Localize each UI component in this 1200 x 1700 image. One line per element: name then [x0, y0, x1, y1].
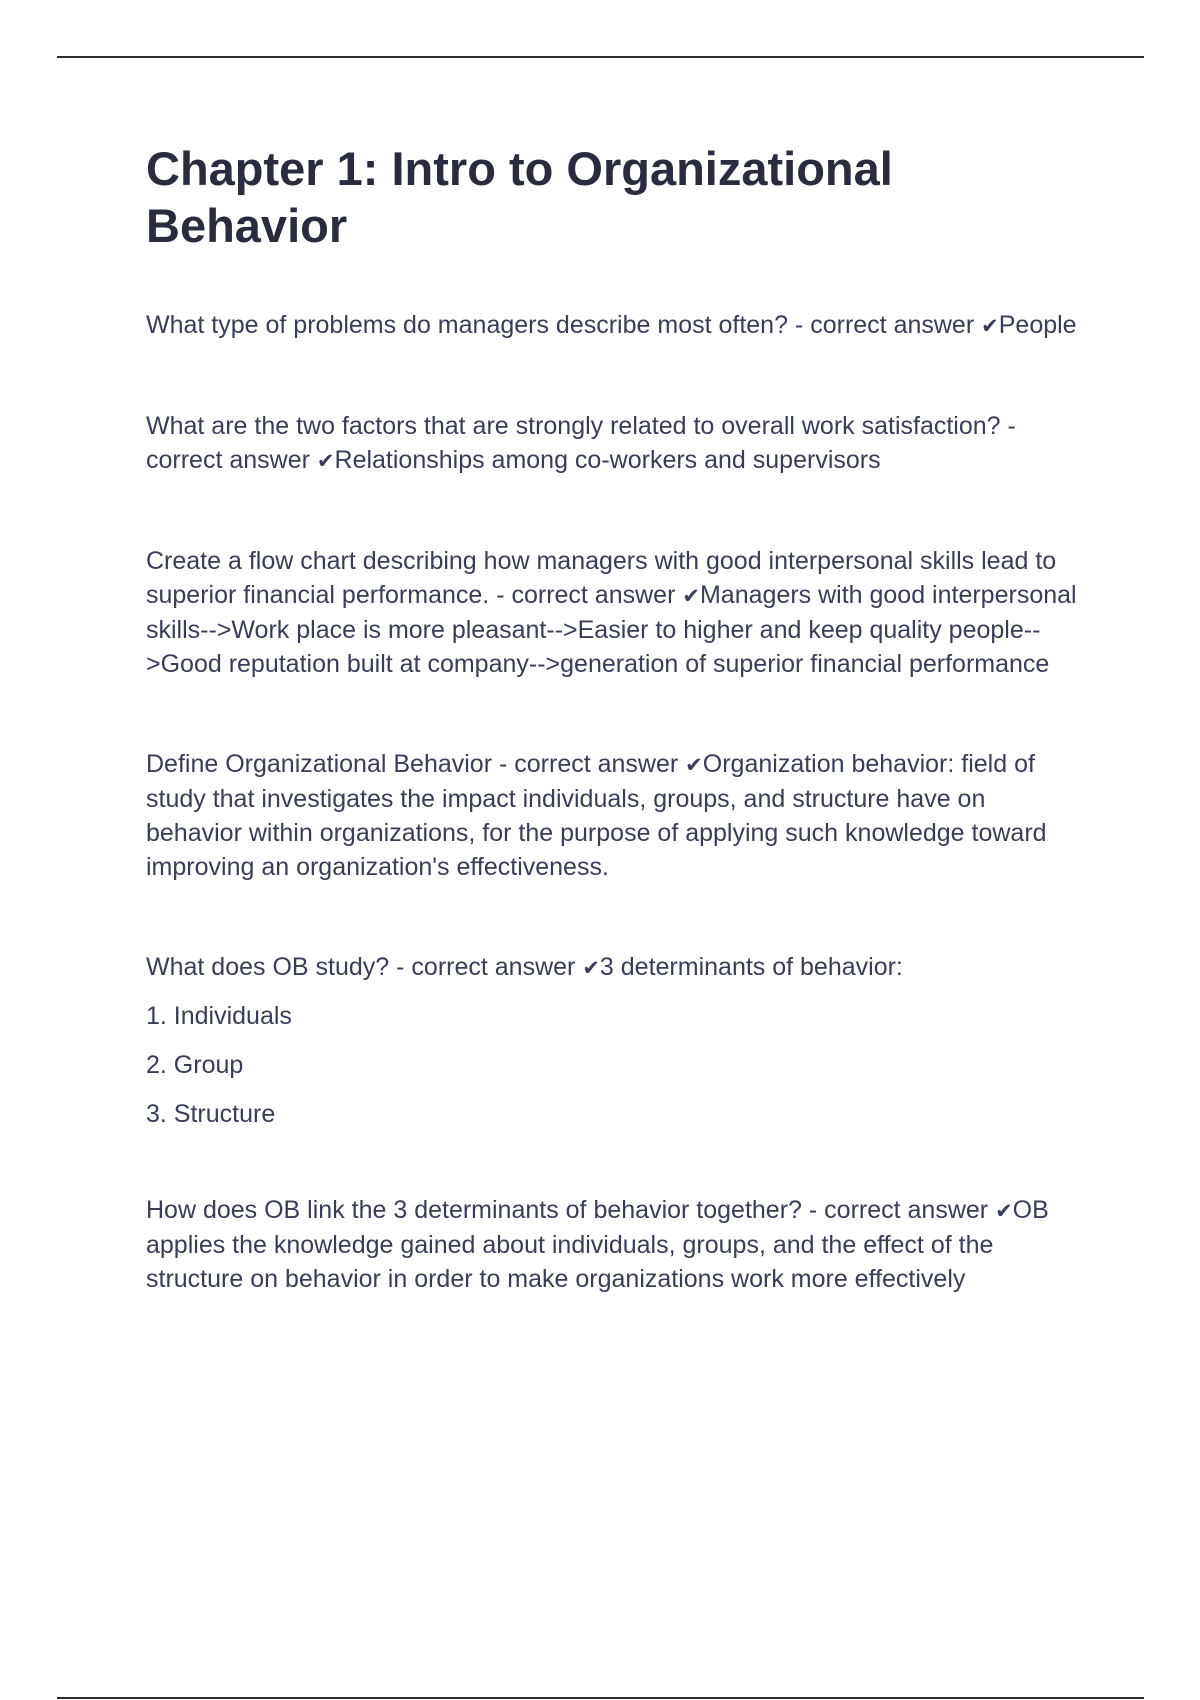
qa-item-4 — [146, 747, 1086, 884]
question-text: Define Organizational Behavior — [146, 750, 493, 778]
question-text: What does OB study? — [146, 953, 390, 981]
answer-text: Managers with good interpersonal skills-->Work place is more pleasant-->Easier to higher and keep quality people-->Good reputation built at company-->generation of superior financial performance — [146, 581, 1077, 678]
checkmark-icon: ✔ — [316, 449, 335, 473]
answer-marker: - correct answer — [499, 750, 679, 778]
checkmark-icon: ✔ — [995, 1199, 1013, 1223]
checkmark-icon: ✔ — [981, 314, 999, 338]
bottom-rule — [57, 1697, 1144, 1699]
question-text: Create a flow chart describing how managers with good interpersonal skills lead to superior financial performance. — [146, 547, 1057, 609]
qa-item-2 — [146, 409, 1086, 478]
page-title: Chapter 1: Intro to Organizational Behavior — [146, 142, 893, 252]
determinants-list — [146, 999, 1086, 1131]
qa-item-6 — [146, 1193, 1086, 1296]
list-item: 3. Structure — [146, 1100, 276, 1128]
qa-item-3 — [146, 544, 1086, 681]
answer-marker: - correct answer — [496, 581, 676, 609]
answer-text: Organization behavior: field of study that investigates the impact individuals, groups, and structure have on behavior within organizations, for the purpose of applying such knowledge toward improving an organization's effectiveness. — [146, 750, 1047, 881]
question-text: How does OB link the 3 determinants of behavior together? — [146, 1196, 802, 1224]
answer-text: People — [998, 311, 1077, 339]
checkmark-icon: ✔ — [582, 956, 600, 980]
top-rule — [57, 56, 1144, 58]
list-item: 2. Group — [146, 1051, 244, 1079]
answer-marker: - correct answer — [808, 1196, 989, 1224]
checkmark-icon: ✔ — [682, 584, 700, 608]
answer-text: OB applies the knowledge gained about individuals, groups, and the effect of the structure on behavior in order to make organizations work more effectively — [146, 1196, 1049, 1293]
answer-marker: - correct answer — [396, 953, 576, 981]
answer-marker: - correct answer — [146, 412, 1016, 474]
question-text: What type of problems do managers describe most often? — [146, 311, 788, 339]
answer-marker: - correct answer — [794, 311, 975, 339]
question-text: What are the two factors that are strongly related to overall work satisfaction? — [146, 412, 1001, 440]
qa-item-1 — [146, 308, 1086, 343]
qa-item-5 — [146, 950, 1086, 985]
list-item: 1. Individuals — [146, 1002, 292, 1030]
answer-text: Relationships among co-workers and supervisors — [334, 446, 881, 474]
document-body — [146, 140, 1086, 1296]
checkmark-icon: ✔ — [685, 753, 703, 777]
answer-text: 3 determinants of behavior: — [599, 953, 903, 981]
